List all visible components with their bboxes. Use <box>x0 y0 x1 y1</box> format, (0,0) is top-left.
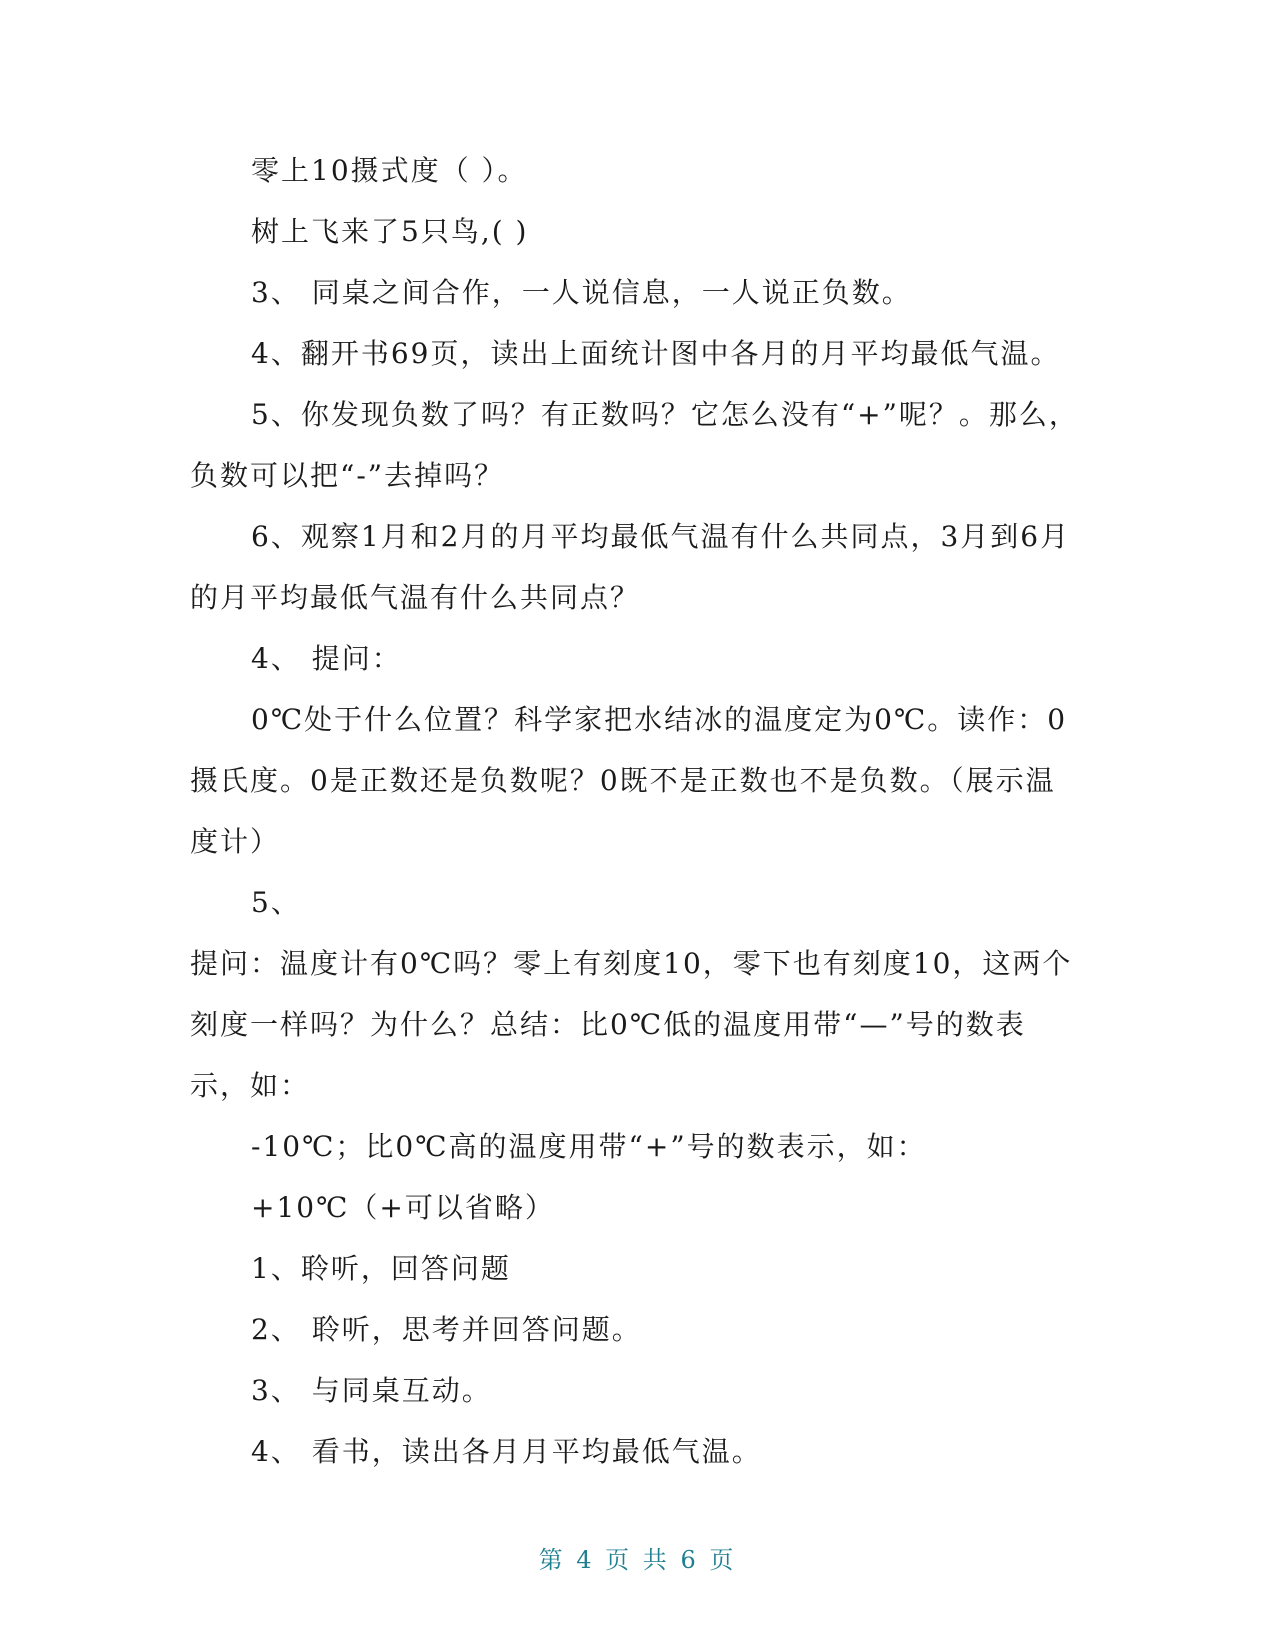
paragraph: +10℃（+可以省略） <box>251 1191 555 1224</box>
paragraph: 3、 与同桌互动。 <box>251 1374 492 1407</box>
paragraph: -10℃；比0℃高的温度用带“+”号的数表示，如： <box>251 1130 927 1163</box>
paragraph: 5、 <box>251 886 301 919</box>
paragraph: 0℃处于什么位置？科学家把水结冰的温度定为0℃。读作：0摄氏度。0是正数还是负数呢？0既不是正数也不是负数。（展示温度计） <box>190 703 1068 858</box>
paragraph: 6、观察1月和2月的月平均最低气温有什么共同点，3月到6月的月平均最低气温有什么共同点？ <box>190 520 1071 614</box>
paragraph: 4、翻开书69页，读出上面统计图中各月的月平均最低气温。 <box>251 337 1061 370</box>
paragraph: 3、 同桌之间合作，一人说信息，一人说正负数。 <box>251 276 912 309</box>
paragraph: 5、你发现负数了吗？有正数吗？它怎么没有“+”呢？。那么，负数可以把“-”去掉吗？ <box>190 398 1079 492</box>
document-body <box>190 140 1080 1482</box>
paragraph: 零上10摄式度（ ）。 <box>251 154 528 187</box>
paragraph: 4、 提问： <box>251 642 402 675</box>
paragraph: 2、 聆听，思考并回答问题。 <box>251 1313 642 1346</box>
paragraph: 4、 看书，读出各月月平均最低气温。 <box>251 1435 762 1468</box>
page-footer: 第 4 页 共 6 页 <box>538 1546 737 1574</box>
paragraph: 树上飞来了5只鸟,( ) <box>251 215 529 248</box>
paragraph: 1、聆听，回答问题 <box>251 1252 511 1285</box>
paragraph: 提问：温度计有0℃吗？零上有刻度10，零下也有刻度10，这两个刻度一样吗？为什么？总结：比0℃低的温度用带“—”号的数表示，如： <box>190 947 1073 1102</box>
